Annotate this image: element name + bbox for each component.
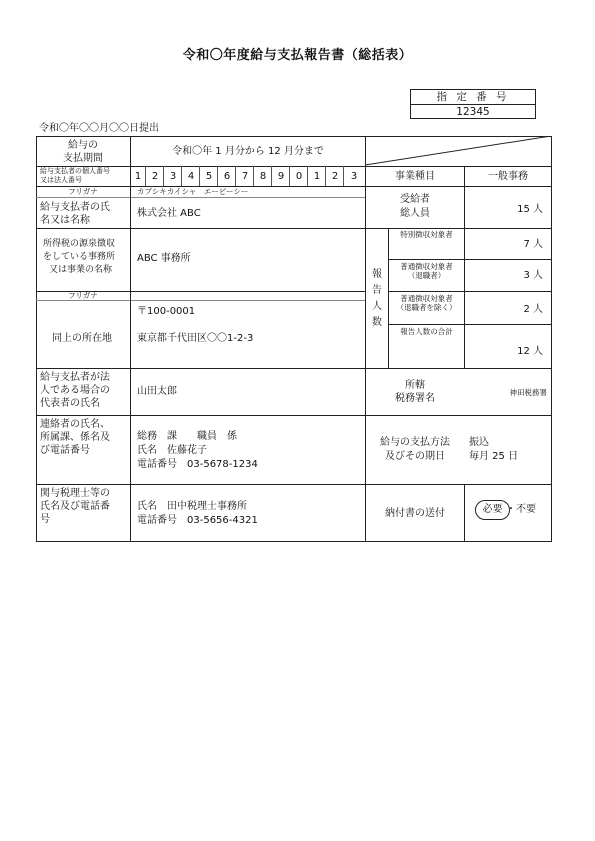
designated-number-box	[410, 89, 536, 119]
report-headcount-char: 報	[372, 269, 382, 280]
tax-accountant-name[interactable]: 氏名 田中税理士事務所	[137, 501, 247, 512]
payment-period-value[interactable]: 令和〇年 1 月分から 12 月分まで	[172, 146, 324, 157]
individual-number-label-2: 又は法人番号	[40, 176, 82, 184]
row-line	[388, 291, 552, 292]
individual-number-digit[interactable]: 8	[259, 171, 267, 182]
digit-divider	[235, 166, 236, 186]
payment-slip-option-not-required[interactable]: 不要	[516, 504, 536, 515]
furigana-label: フリガナ	[68, 187, 98, 196]
row-line	[366, 228, 552, 229]
digit-divider	[325, 166, 326, 186]
payment-method-label-2: 及びその期日	[385, 451, 445, 462]
regular-retired-label-1: 普通徴収対象者	[400, 262, 453, 271]
payment-slip-label: 納付書の送付	[385, 508, 445, 519]
row-line	[388, 259, 552, 260]
designated-number-label: 指 定 番 号	[411, 90, 535, 105]
representative-label-3: 代表者の氏名	[40, 398, 100, 409]
digit-divider	[163, 166, 164, 186]
address-label: 同上の所在地	[52, 333, 112, 344]
diagonal-line	[365, 136, 552, 166]
individual-number-digit[interactable]: 3	[169, 171, 177, 182]
contact-name[interactable]: 氏名 佐藤花子	[137, 445, 207, 456]
payment-method-value[interactable]: 振込	[469, 437, 489, 448]
table-border-right	[551, 136, 552, 542]
headcount-total-label: 報告人数の合計	[400, 327, 453, 336]
tax-accountant-label-2: 氏名及び電話番	[40, 501, 110, 512]
digit-divider	[145, 166, 146, 186]
individual-number-digit[interactable]: 3	[350, 171, 358, 182]
individual-number-digit[interactable]: 2	[151, 171, 159, 182]
address-postal-code[interactable]: 〒100-0001	[137, 306, 196, 317]
digit-divider	[217, 166, 218, 186]
tax-office-label-2: 税務署名	[395, 393, 435, 404]
individual-number-digit[interactable]: 1	[134, 171, 142, 182]
contact-label-3: び電話番号	[40, 445, 90, 456]
headcount-total-value[interactable]: 12 人	[517, 346, 543, 357]
contact-phone[interactable]: 電話番号 03-5678-1234	[137, 459, 258, 470]
designated-number-value[interactable]: 12345	[456, 106, 490, 118]
representative-label-1: 給与支払者が法	[40, 372, 110, 383]
digit-divider	[253, 166, 254, 186]
row-line	[36, 415, 552, 416]
individual-number-digit[interactable]: 6	[223, 171, 231, 182]
regular-excluding-retired-value[interactable]: 2 人	[523, 304, 543, 315]
tax-accountant-label-3: 号	[40, 514, 50, 525]
representative-label-2: 人である場合の	[40, 385, 110, 396]
row-line	[388, 324, 552, 325]
regular-retired-value[interactable]: 3 人	[523, 270, 543, 281]
digit-divider	[343, 166, 344, 186]
payer-furigana[interactable]: カブシキカイシャ エーピーシー	[137, 187, 249, 196]
individual-number-digit[interactable]: 4	[187, 171, 195, 182]
individual-number-digit[interactable]: 2	[331, 171, 339, 182]
digit-divider	[199, 166, 200, 186]
recipients-total-value[interactable]: 15 人	[517, 204, 543, 215]
office-label-2: をしている事務所	[43, 252, 116, 262]
form-title: 令和〇年度給与支払報告書（総括表）	[182, 48, 413, 63]
payer-name[interactable]: 株式会社 ABC	[137, 208, 201, 219]
contact-label-2: 所属課、係名及	[40, 432, 110, 443]
payment-slip-option-required[interactable]: 必要	[482, 504, 503, 515]
payer-label-2: 名又は名称	[40, 215, 90, 226]
regular-retired-label-2: （退職者）	[407, 271, 446, 280]
special-collection-value[interactable]: 7 人	[523, 239, 543, 250]
row-line	[36, 166, 552, 167]
row-line	[36, 368, 552, 369]
row-line	[36, 228, 366, 229]
payment-date-value[interactable]: 毎月 25 日	[469, 451, 519, 462]
contact-department[interactable]: 総務 課 職員 係	[137, 431, 237, 442]
payment-period-label-2: 支払期間	[63, 153, 103, 164]
contact-label-1: 連絡者の氏名、	[40, 419, 110, 430]
table-border-bottom	[36, 541, 552, 542]
business-type-value[interactable]: 一般事務	[488, 171, 528, 182]
individual-number-digit[interactable]: 0	[295, 171, 303, 182]
digit-divider	[289, 166, 290, 186]
individual-number-digit[interactable]: 1	[313, 171, 321, 182]
individual-number-digit[interactable]: 5	[205, 171, 213, 182]
report-headcount-char: 告	[372, 285, 382, 296]
regular-excluding-retired-label-2: （退職者を除く）	[396, 303, 457, 312]
individual-number-label-1: 給与支払者の個人番号	[40, 167, 110, 175]
submission-date[interactable]: 令和〇年〇〇月〇〇日提出	[39, 123, 159, 134]
col-line	[464, 484, 465, 542]
digit-divider	[307, 166, 308, 186]
payment-slip-separator: ・	[506, 504, 516, 515]
special-collection-label: 特別徴収対象者	[400, 230, 453, 239]
payer-label-1: 給与支払者の氏	[40, 202, 110, 213]
recipients-total-label-2: 総人員	[400, 208, 430, 219]
individual-number-digit[interactable]: 7	[241, 171, 249, 182]
recipients-total-label-1: 受給者	[400, 194, 430, 205]
office-label-1: 所得税の源泉徴収	[43, 239, 116, 249]
row-line	[36, 197, 366, 198]
office-name[interactable]: ABC 事務所	[137, 253, 191, 264]
tax-office-label-1: 所轄	[405, 380, 425, 391]
payment-period-label-1: 給与の	[68, 140, 98, 151]
digit-divider	[271, 166, 272, 186]
report-headcount-char: 人	[372, 301, 382, 312]
tax-accountant-phone[interactable]: 電話番号 03-5656-4321	[137, 515, 258, 526]
office-label-3: 又は事業の名称	[49, 265, 113, 275]
col-line	[130, 136, 131, 542]
business-type-label: 事業種目	[395, 171, 435, 182]
payment-method-label-1: 給与の支払方法	[380, 437, 450, 448]
address-furigana-label: フリガナ	[68, 291, 98, 300]
regular-excluding-retired-label-1: 普通徴収対象者	[400, 294, 453, 303]
report-headcount-char: 数	[372, 317, 382, 328]
individual-number-digit[interactable]: 9	[277, 171, 285, 182]
tax-accountant-label-1: 関与税理士等の	[40, 488, 110, 499]
address-value[interactable]: 東京都千代田区〇〇1-2-3	[137, 333, 254, 344]
representative-name[interactable]: 山田太郎	[137, 386, 177, 397]
digit-divider	[181, 166, 182, 186]
row-line	[36, 484, 552, 485]
tax-office-value[interactable]: 神田税務署	[509, 388, 547, 397]
